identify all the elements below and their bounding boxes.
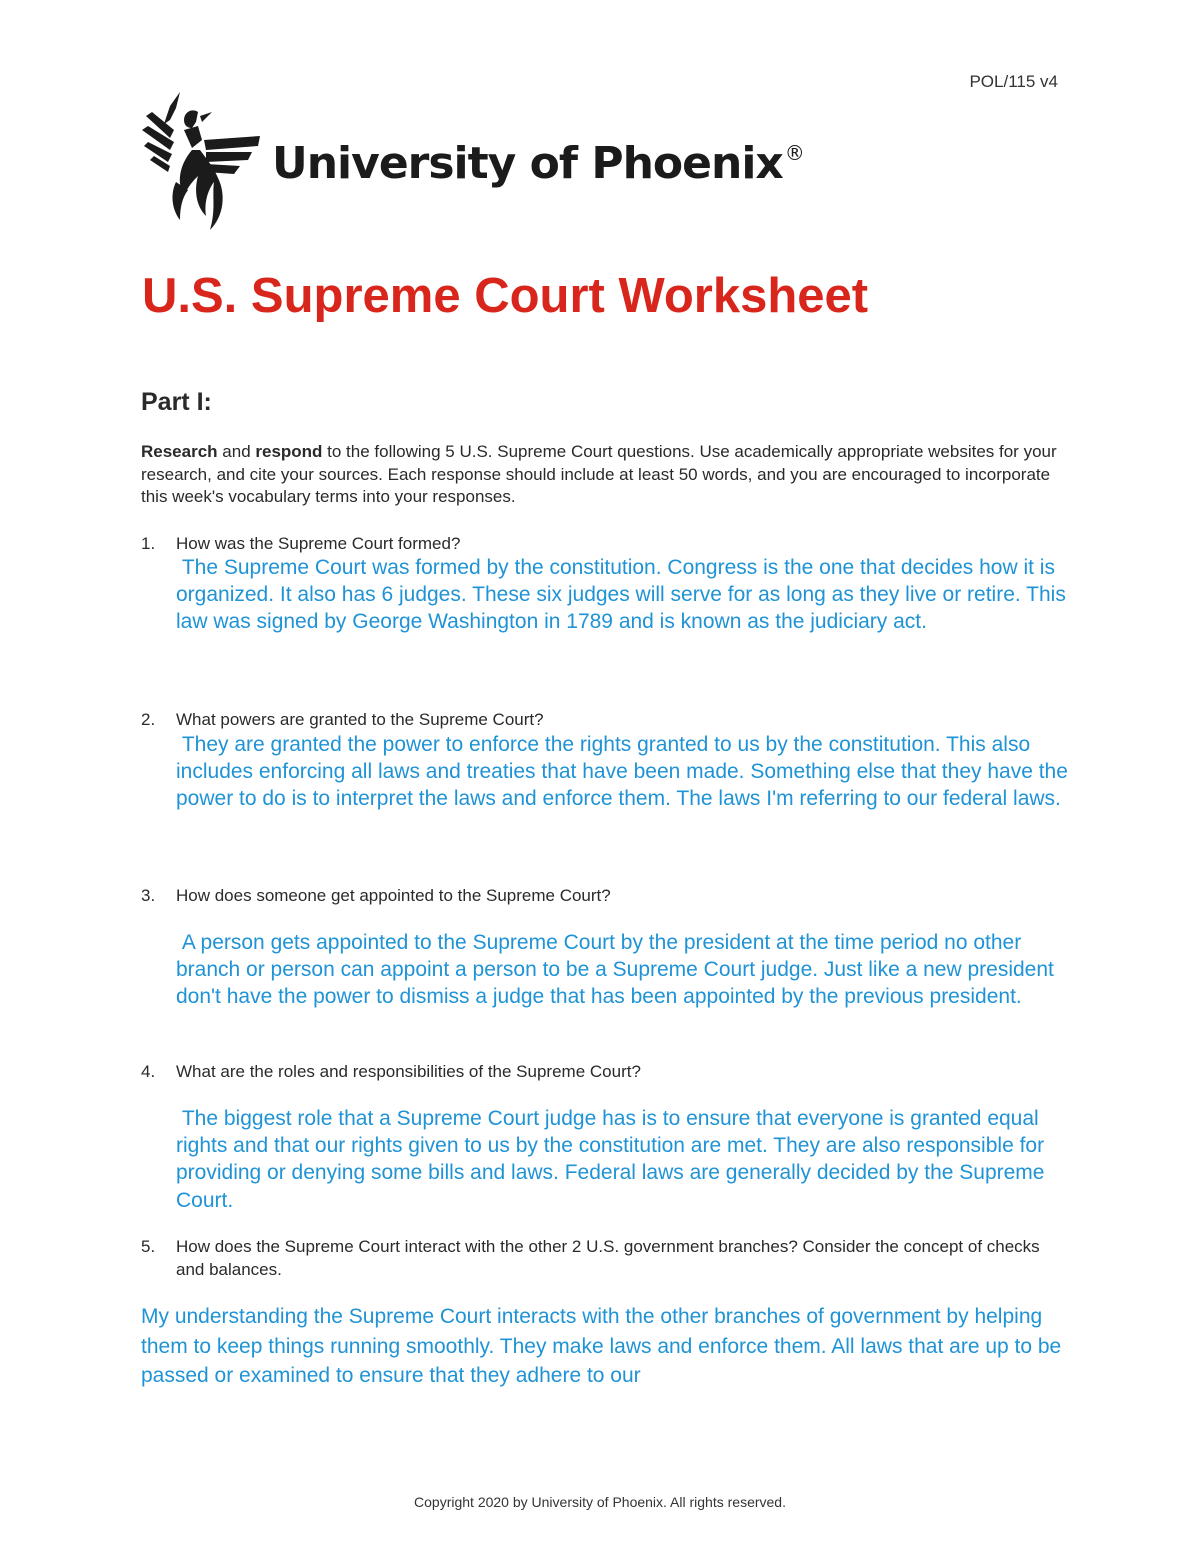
instructions-paragraph	[141, 441, 1071, 509]
question-text: What powers are granted to the Supreme Court?	[176, 710, 544, 729]
answer-2	[176, 731, 1076, 813]
answer-text: The biggest role that a Supreme Court judge has is to ensure that everyone is granted equal rights and that our rights given to us by the constitution are met. They are also responsible for providing or denying some bills and laws. Federal laws are generally decided by the Supreme Court.	[176, 1107, 1045, 1212]
question-3	[141, 885, 1071, 908]
question-text: How was the Supreme Court formed?	[176, 534, 461, 553]
question-4	[141, 1061, 1071, 1084]
logo-wordmark	[272, 138, 804, 189]
answer-1	[176, 554, 1076, 636]
intro-text: to the following 5 U.S. Supreme Court questions. Use academically appropriate websites for your research, and cite your sources. Each response should include at least 50 words, and you are encouraged to incorporate this week's vocabulary terms into your responses.	[141, 442, 1057, 506]
question-5	[141, 1236, 1071, 1279]
question-number: 4.	[141, 1062, 156, 1081]
answer-5: My understanding the Supreme Court interacts with the other branches of government by helping them to keep things running smoothly. They make laws and enforce them. All laws that are up to be passed or examined to ensure that they adhere to our	[141, 1305, 1062, 1387]
question-2	[141, 709, 1071, 732]
answer-text: The Supreme Court was formed by the constitution. Congress is the one that decides how it is organized. It also has 6 judges. These six judges will serve for as long as they live or retire. This law was signed by George Washington in 1789 and is known as the judiciary act.	[176, 556, 1066, 634]
registered-mark: ®	[784, 140, 804, 165]
intro-bold-respond: respond	[255, 442, 323, 461]
university-logo	[140, 90, 804, 232]
question-1	[141, 533, 1071, 556]
logo-text: University of Phoenix	[272, 137, 783, 189]
intro-connector: and	[217, 442, 256, 461]
question-text: How does the Supreme Court interact with the other 2 U.S. government branches? Consider the concept of checks and balances.	[176, 1237, 1040, 1279]
answer-3	[176, 929, 1076, 1011]
document-title: U.S. Supreme Court Worksheet	[142, 269, 869, 323]
intro-bold-research: Research	[141, 442, 218, 461]
phoenix-bird-icon	[140, 90, 262, 232]
course-code: POL/115 v4	[969, 72, 1058, 91]
copyright-footer: Copyright 2020 by University of Phoenix. All rights reserved.	[414, 1494, 786, 1510]
answer-4	[176, 1105, 1076, 1214]
question-number: 5.	[141, 1237, 156, 1256]
answer-text: They are granted the power to enforce the rights granted to us by the constitution. This also includes enforcing all laws and treaties that have been made. Something else that they have the power to do is to interpret the laws and enforce them. The laws I'm referring to our federal laws.	[176, 733, 1068, 811]
question-number: 1.	[141, 534, 156, 553]
question-text: What are the roles and responsibilities of the Supreme Court?	[176, 1062, 641, 1081]
question-number: 3.	[141, 886, 156, 905]
question-text: How does someone get appointed to the Supreme Court?	[176, 886, 611, 905]
question-number: 2.	[141, 710, 156, 729]
part-heading: Part I:	[141, 388, 212, 416]
answer-text: A person gets appointed to the Supreme Court by the president at the time period no other branch or person can appoint a person to be a Supreme Court judge. Just like a new president don't have the power to dismiss a judge that has been appointed by the previous president.	[176, 931, 1054, 1009]
